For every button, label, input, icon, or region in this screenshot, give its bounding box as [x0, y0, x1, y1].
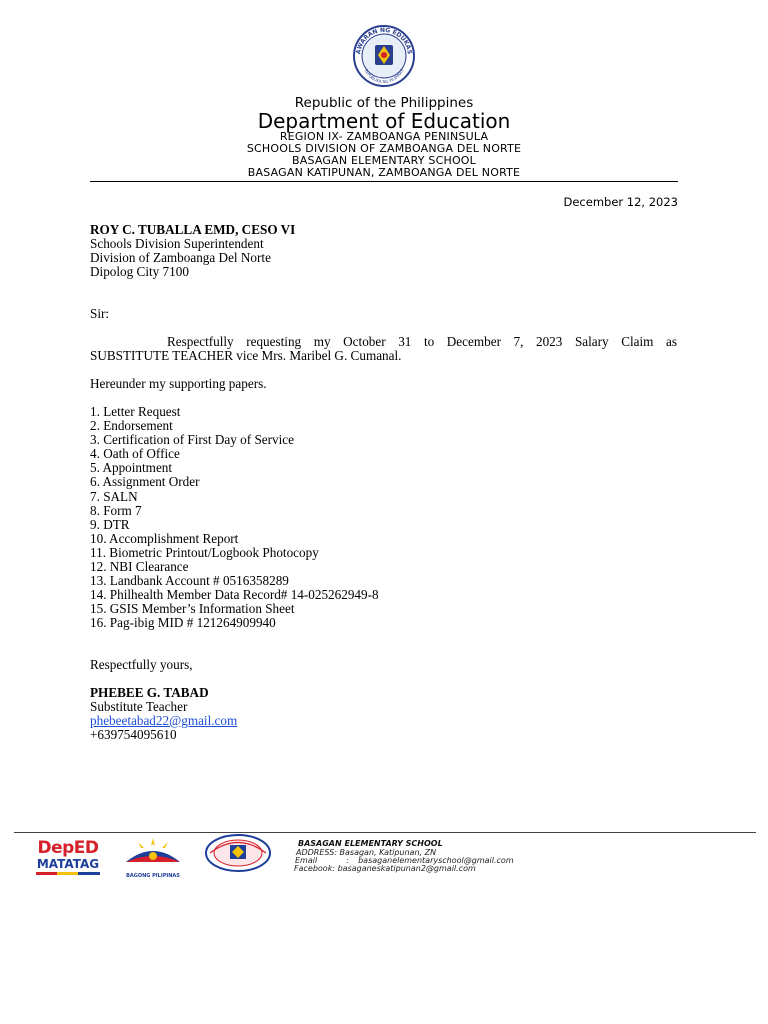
footer-school-name: BASAGAN ELEMENTARY SCHOOL [298, 839, 443, 848]
recipient-name: ROY C. TUBALLA EMD, CESO VI [90, 222, 296, 237]
footer-email-value: basaganelementaryschool@gmail.com [358, 856, 514, 865]
school-seal [204, 834, 272, 872]
deped-logo-text: DepED [37, 838, 99, 858]
supporting-papers-list [90, 405, 379, 631]
region-line: REGION IX- ZAMBOANGA PENINSULA [279, 130, 489, 143]
list-item: 14. Philhealth Member Data Record# 14-025262949-8 [90, 587, 379, 603]
seal-text-bottom: REPUBLIKA NG PILIPINAS [363, 68, 405, 85]
footer-divider [14, 832, 756, 833]
list-item: 1. Letter Request [90, 404, 181, 419]
list-item: 13. Landbank Account # 0516358289 [90, 573, 289, 589]
division-line: SCHOOLS DIVISION OF ZAMBOANGA DEL NORTE [246, 142, 522, 155]
list-item: 3. Certification of First Day of Service [90, 432, 294, 448]
footer-address: ADDRESS: Basagan, Katipunan, ZN [296, 848, 437, 857]
header-divider [90, 181, 678, 182]
list-item: 10. Accomplishment Report [90, 530, 239, 546]
footer-email-label: Email [295, 856, 318, 865]
deped-matatag-logo [30, 838, 106, 876]
sender-title: Substitute Teacher [90, 699, 188, 714]
list-item: 9. DTR [90, 516, 130, 532]
footer-email-separator: : [346, 856, 349, 865]
sender-block [90, 686, 237, 742]
deped-seal [341, 24, 427, 88]
list-item: 15. GSIS Member’s Information Sheet [90, 601, 295, 617]
closing: Respectfully yours, [90, 657, 193, 672]
seal-text-top: AWARAN NG EDUKAS [355, 26, 413, 55]
request-paragraph-line1: Respectfully requesting my October 31 to December 7, 2023 Salary Claim as [167, 334, 677, 349]
recipient-city: Dipolog City 7100 [90, 264, 189, 279]
request-paragraph-line2: SUBSTITUTE TEACHER vice Mrs. Maribel G. Cumanal. [90, 348, 402, 363]
sender-name: PHEBEE G. TABAD [90, 685, 209, 700]
list-item: 12. NBI Clearance [90, 559, 189, 575]
footer-facebook: Facebook: basaganeskatipunan2@gmail.com [294, 864, 476, 873]
sender-phone: +639754095610 [90, 727, 177, 742]
supporting-intro: Hereunder my supporting papers. [90, 376, 267, 391]
sender-email-link[interactable]: phebeetabad22@gmail.com [90, 713, 238, 728]
bagong-pilipinas-text: BAGONG PILIPINAS [126, 873, 180, 879]
recipient-block [90, 223, 295, 279]
list-item: 4. Oath of Office [90, 446, 180, 462]
list-item: 5. Appointment [90, 460, 173, 476]
list-item: 8. Form 7 [90, 502, 142, 518]
list-item: 16. Pag-ibig MID # 121264909940 [90, 615, 276, 631]
matatag-logo-text: MATATAG [36, 857, 100, 871]
department-title: Department of Education [257, 109, 511, 133]
letter-date: December 12, 2023 [563, 195, 678, 209]
recipient-division: Division of Zamboanga Del Norte [90, 250, 271, 265]
salutation: Sir: [90, 306, 110, 321]
list-item: 2. Endorsement [90, 418, 173, 434]
bagong-pilipinas-logo [118, 836, 188, 879]
list-item: 7. SALN [90, 488, 138, 504]
republic-line: Republic of the Philippines [294, 95, 474, 111]
list-item: 11. Biometric Printout/Logbook Photocopy [90, 544, 319, 560]
list-item: 6. Assignment Order [90, 474, 200, 490]
recipient-title: Schools Division Superintendent [90, 236, 264, 251]
school-line: BASAGAN ELEMENTARY SCHOOL [292, 154, 476, 167]
address-line: BASAGAN KATIPUNAN, ZAMBOANGA DEL NORTE [247, 166, 521, 179]
